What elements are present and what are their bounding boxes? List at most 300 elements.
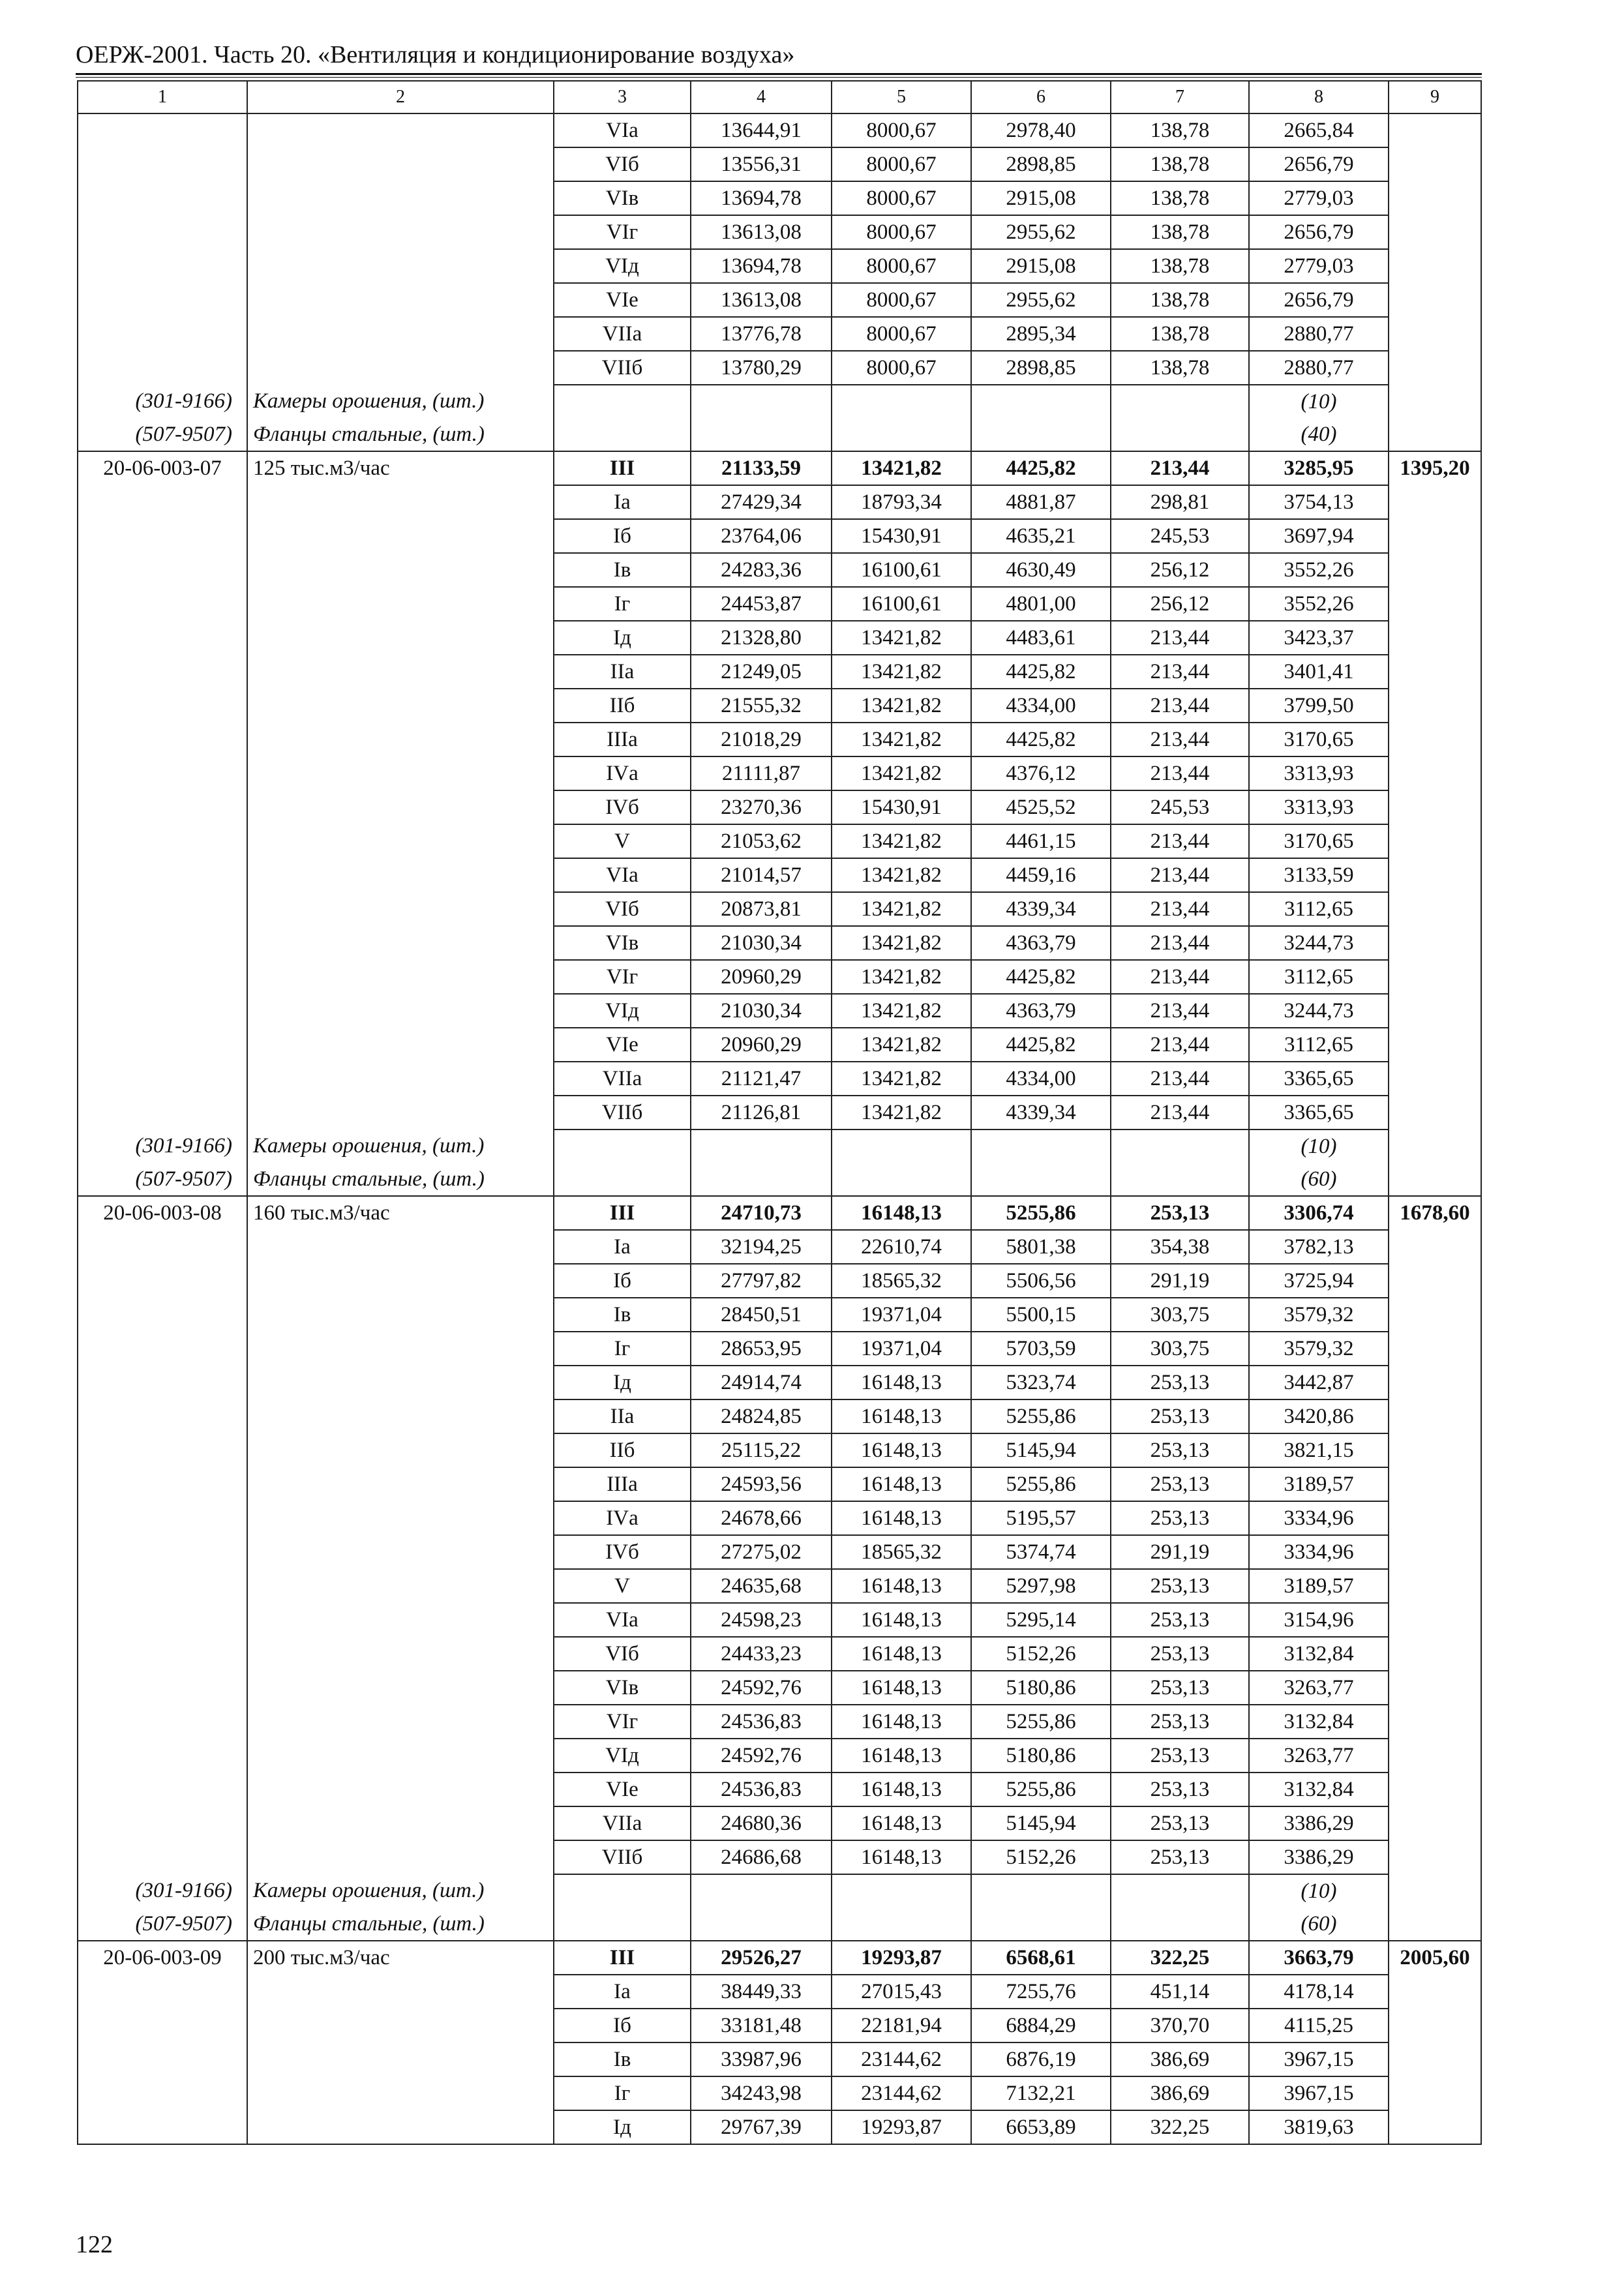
col-machines: 4363,79 [971, 994, 1111, 1028]
empty-cell [971, 1874, 1111, 1908]
empty-cell [247, 1603, 554, 1637]
col-materials: 3112,65 [1249, 960, 1389, 994]
table-row [78, 655, 1481, 689]
col-drivers-wages: 213,44 [1111, 892, 1249, 926]
col-cost: 21133,59 [691, 451, 832, 485]
col-cost: 13644,91 [691, 113, 832, 147]
col-materials: 3552,26 [1249, 587, 1389, 621]
table-row [78, 519, 1481, 553]
zone-label: VIб [554, 147, 691, 181]
table-header [78, 81, 1481, 113]
empty-cell [78, 1332, 247, 1366]
col-machines: 2915,08 [971, 249, 1111, 283]
col-machines: 4635,21 [971, 519, 1111, 553]
col-wages: 13421,82 [832, 824, 971, 858]
table-row [78, 1096, 1481, 1130]
col-labor: 2005,60 [1389, 1941, 1481, 1975]
col-materials: 3189,57 [1249, 1569, 1389, 1603]
col-drivers-wages: 138,78 [1111, 215, 1249, 249]
table-row [78, 1399, 1481, 1433]
col-drivers-wages: 213,44 [1111, 756, 1249, 790]
material-row [78, 1908, 1481, 1941]
empty-cell [247, 1096, 554, 1130]
empty-cell [78, 1840, 247, 1874]
empty-cell [78, 553, 247, 587]
table-row [78, 1603, 1481, 1637]
col-machines: 2955,62 [971, 283, 1111, 317]
table-row [78, 553, 1481, 587]
empty-cell [78, 2110, 247, 2144]
empty-cell [1111, 418, 1249, 451]
zone-label: V [554, 824, 691, 858]
col-materials: 3579,32 [1249, 1298, 1389, 1332]
col-cost: 13556,31 [691, 147, 832, 181]
col-cost: 24678,66 [691, 1501, 832, 1535]
empty-cell [247, 723, 554, 756]
col-machines: 5255,86 [971, 1705, 1111, 1739]
empty-cell [1389, 385, 1481, 418]
col-materials: 3263,77 [1249, 1739, 1389, 1773]
empty-cell [1389, 1739, 1481, 1773]
empty-cell [78, 1298, 247, 1332]
material-code: (301-9166) [78, 1874, 247, 1908]
col-machines: 2898,85 [971, 147, 1111, 181]
rate-description: 160 тыс.м3/час [247, 1196, 554, 1230]
empty-cell [971, 385, 1111, 418]
zone-label: Iб [554, 1264, 691, 1298]
empty-cell [247, 1535, 554, 1569]
empty-cell [1111, 1130, 1249, 1163]
col-machines: 4461,15 [971, 824, 1111, 858]
zone-label: V [554, 1569, 691, 1603]
empty-cell [1389, 249, 1481, 283]
col-machines: 5195,57 [971, 1501, 1111, 1535]
col-cost: 24536,83 [691, 1705, 832, 1739]
zone-label: VIб [554, 892, 691, 926]
col-drivers-wages: 138,78 [1111, 249, 1249, 283]
col-wages: 13421,82 [832, 960, 971, 994]
col-materials: 3365,65 [1249, 1062, 1389, 1096]
col-wages: 8000,67 [832, 181, 971, 215]
column-number-row [78, 81, 1481, 113]
zone-label: IIа [554, 1399, 691, 1433]
col-drivers-wages: 213,44 [1111, 689, 1249, 723]
empty-cell [1389, 1332, 1481, 1366]
table-row [78, 1028, 1481, 1062]
col-materials: 3112,65 [1249, 892, 1389, 926]
col-drivers-wages: 253,13 [1111, 1637, 1249, 1671]
column-number-4: 4 [691, 81, 832, 113]
empty-cell [78, 2042, 247, 2076]
col-cost: 21111,87 [691, 756, 832, 790]
col-machines: 5255,86 [971, 1773, 1111, 1806]
col-wages: 13421,82 [832, 621, 971, 655]
zone-label: VIIб [554, 1096, 691, 1130]
col-materials: 3112,65 [1249, 1028, 1389, 1062]
material-row [78, 1163, 1481, 1196]
col-drivers-wages: 213,44 [1111, 824, 1249, 858]
empty-cell [78, 1366, 247, 1399]
col-machines: 5152,26 [971, 1840, 1111, 1874]
col-cost: 24635,68 [691, 1569, 832, 1603]
empty-cell [78, 1501, 247, 1535]
empty-cell [971, 418, 1111, 451]
empty-cell [1389, 418, 1481, 451]
col-drivers-wages: 303,75 [1111, 1298, 1249, 1332]
col-cost: 23270,36 [691, 790, 832, 824]
empty-cell [247, 1264, 554, 1298]
col-materials: 3132,84 [1249, 1773, 1389, 1806]
zone-label: Iа [554, 1975, 691, 2009]
col-wages: 16148,13 [832, 1603, 971, 1637]
empty-cell [1389, 1975, 1481, 2009]
empty-cell [1389, 1501, 1481, 1535]
col-cost: 24536,83 [691, 1773, 832, 1806]
empty-cell [78, 1264, 247, 1298]
table-row [78, 1637, 1481, 1671]
empty-cell [1389, 1130, 1481, 1163]
zone-label: IVа [554, 1501, 691, 1535]
empty-cell [247, 351, 554, 385]
col-machines: 4425,82 [971, 655, 1111, 689]
col-cost: 21053,62 [691, 824, 832, 858]
col-machines: 2978,40 [971, 113, 1111, 147]
empty-cell [1389, 960, 1481, 994]
col-drivers-wages: 253,13 [1111, 1399, 1249, 1433]
col-materials: 3401,41 [1249, 655, 1389, 689]
col-wages: 13421,82 [832, 689, 971, 723]
empty-cell [78, 756, 247, 790]
empty-cell [247, 926, 554, 960]
empty-cell [78, 892, 247, 926]
col-materials: 3154,96 [1249, 1603, 1389, 1637]
col-drivers-wages: 138,78 [1111, 351, 1249, 385]
table-row [78, 1671, 1481, 1705]
col-cost: 13613,08 [691, 215, 832, 249]
empty-cell [78, 1773, 247, 1806]
table-row [78, 1433, 1481, 1467]
column-number-9: 9 [1389, 81, 1481, 113]
zone-label: VIг [554, 1705, 691, 1739]
empty-cell [832, 1874, 971, 1908]
col-machines: 5323,74 [971, 1366, 1111, 1399]
col-drivers-wages: 213,44 [1111, 1096, 1249, 1130]
table-row [78, 1501, 1481, 1535]
col-materials: 3244,73 [1249, 994, 1389, 1028]
empty-cell [554, 385, 691, 418]
empty-cell [554, 1874, 691, 1908]
col-drivers-wages: 253,13 [1111, 1739, 1249, 1773]
table-row [78, 1467, 1481, 1501]
material-qty: (10) [1249, 1130, 1389, 1163]
col-machines: 5152,26 [971, 1637, 1111, 1671]
empty-cell [247, 824, 554, 858]
empty-cell [78, 1399, 247, 1433]
table-row [78, 2009, 1481, 2042]
zone-label: Iг [554, 587, 691, 621]
col-drivers-wages: 213,44 [1111, 655, 1249, 689]
col-cost: 13694,78 [691, 181, 832, 215]
col-cost: 27275,02 [691, 1535, 832, 1569]
material-qty: (40) [1249, 418, 1389, 451]
col-materials: 3334,96 [1249, 1535, 1389, 1569]
empty-cell [554, 1130, 691, 1163]
material-name: Фланцы стальные, (шт.) [247, 418, 554, 451]
empty-cell [78, 1739, 247, 1773]
col-cost: 29767,39 [691, 2110, 832, 2144]
empty-cell [1389, 2009, 1481, 2042]
col-machines: 7255,76 [971, 1975, 1111, 2009]
empty-cell [1389, 1028, 1481, 1062]
zone-label: Iд [554, 621, 691, 655]
col-wages: 16148,13 [832, 1467, 971, 1501]
col-drivers-wages: 138,78 [1111, 181, 1249, 215]
zone-label: VIа [554, 113, 691, 147]
col-cost: 24433,23 [691, 1637, 832, 1671]
material-name: Камеры орошения, (шт.) [247, 385, 554, 418]
col-drivers-wages: 322,25 [1111, 1941, 1249, 1975]
empty-cell [1389, 723, 1481, 756]
col-materials: 3244,73 [1249, 926, 1389, 960]
empty-cell [247, 1806, 554, 1840]
empty-cell [78, 1806, 247, 1840]
empty-cell [247, 1840, 554, 1874]
col-cost: 24453,87 [691, 587, 832, 621]
col-machines: 5506,56 [971, 1264, 1111, 1298]
table-row [78, 113, 1481, 147]
col-materials: 3313,93 [1249, 756, 1389, 790]
col-wages: 16148,13 [832, 1806, 971, 1840]
col-materials: 3306,74 [1249, 1196, 1389, 1230]
zone-label: IVб [554, 1535, 691, 1569]
empty-cell [1389, 689, 1481, 723]
empty-cell [247, 1298, 554, 1332]
empty-cell [247, 317, 554, 351]
col-cost: 24680,36 [691, 1806, 832, 1840]
table-row [78, 283, 1481, 317]
col-cost: 24710,73 [691, 1196, 832, 1230]
table-row [78, 2110, 1481, 2144]
rate-description: 125 тыс.м3/час [247, 451, 554, 485]
empty-cell [78, 1671, 247, 1705]
empty-cell [78, 926, 247, 960]
col-cost: 21328,80 [691, 621, 832, 655]
table-row [78, 621, 1481, 655]
col-drivers-wages: 213,44 [1111, 926, 1249, 960]
empty-cell [247, 2009, 554, 2042]
col-cost: 27429,34 [691, 485, 832, 519]
col-wages: 16148,13 [832, 1840, 971, 1874]
column-number-2: 2 [247, 81, 554, 113]
empty-cell [78, 994, 247, 1028]
col-materials: 3754,13 [1249, 485, 1389, 519]
col-materials: 3663,79 [1249, 1941, 1389, 1975]
rate-description: 200 тыс.м3/час [247, 1941, 554, 1975]
empty-cell [1389, 1773, 1481, 1806]
col-machines: 4425,82 [971, 723, 1111, 756]
zone-label: Iб [554, 2009, 691, 2042]
material-code: (301-9166) [78, 385, 247, 418]
col-materials: 3170,65 [1249, 723, 1389, 756]
col-cost: 21121,47 [691, 1062, 832, 1096]
empty-cell [832, 1130, 971, 1163]
table-row [78, 824, 1481, 858]
col-drivers-wages: 253,13 [1111, 1196, 1249, 1230]
zone-label: VIа [554, 1603, 691, 1637]
col-wages: 16148,13 [832, 1569, 971, 1603]
col-materials: 4178,14 [1249, 1975, 1389, 2009]
zone-label: VIIа [554, 1062, 691, 1096]
zone-label: VIIа [554, 1806, 691, 1840]
col-drivers-wages: 370,70 [1111, 2009, 1249, 2042]
material-name: Камеры орошения, (шт.) [247, 1874, 554, 1908]
empty-cell [78, 2076, 247, 2110]
material-code: (507-9507) [78, 418, 247, 451]
col-machines: 4425,82 [971, 960, 1111, 994]
col-machines: 4459,16 [971, 858, 1111, 892]
col-wages: 19371,04 [832, 1298, 971, 1332]
empty-cell [247, 858, 554, 892]
zone-label: IIIа [554, 723, 691, 756]
col-wages: 13421,82 [832, 1062, 971, 1096]
col-drivers-wages: 213,44 [1111, 451, 1249, 485]
empty-cell [247, 1028, 554, 1062]
table-row [78, 892, 1481, 926]
col-drivers-wages: 213,44 [1111, 1028, 1249, 1062]
empty-cell [1389, 519, 1481, 553]
empty-cell [971, 1163, 1111, 1196]
table-row [78, 485, 1481, 519]
col-wages: 18793,34 [832, 485, 971, 519]
empty-cell [971, 1908, 1111, 1941]
table-row [78, 1298, 1481, 1332]
col-machines: 6884,29 [971, 2009, 1111, 2042]
col-machines: 5255,86 [971, 1467, 1111, 1501]
col-drivers-wages: 213,44 [1111, 994, 1249, 1028]
col-cost: 27797,82 [691, 1264, 832, 1298]
col-wages: 22610,74 [832, 1230, 971, 1264]
col-cost: 21126,81 [691, 1096, 832, 1130]
col-materials: 2656,79 [1249, 215, 1389, 249]
empty-cell [247, 621, 554, 655]
col-wages: 23144,62 [832, 2042, 971, 2076]
col-wages: 13421,82 [832, 756, 971, 790]
col-cost: 32194,25 [691, 1230, 832, 1264]
col-cost: 28450,51 [691, 1298, 832, 1332]
empty-cell [247, 790, 554, 824]
col-machines: 6568,61 [971, 1941, 1111, 1975]
empty-cell [832, 385, 971, 418]
col-machines: 4334,00 [971, 689, 1111, 723]
empty-cell [78, 283, 247, 317]
col-wages: 8000,67 [832, 351, 971, 385]
empty-cell [78, 1062, 247, 1096]
empty-cell [78, 485, 247, 519]
rate-code: 20-06-003-08 [78, 1196, 247, 1230]
empty-cell [1111, 1908, 1249, 1941]
empty-cell [554, 1908, 691, 1941]
empty-cell [554, 1163, 691, 1196]
empty-cell [78, 689, 247, 723]
table-row [78, 587, 1481, 621]
table-row [78, 1366, 1481, 1399]
col-machines: 5297,98 [971, 1569, 1111, 1603]
col-materials: 3442,87 [1249, 1366, 1389, 1399]
material-qty: (10) [1249, 1874, 1389, 1908]
col-drivers-wages: 253,13 [1111, 1671, 1249, 1705]
zone-label: VIIа [554, 317, 691, 351]
empty-cell [1111, 385, 1249, 418]
empty-cell [247, 519, 554, 553]
empty-cell [247, 1332, 554, 1366]
col-materials: 3386,29 [1249, 1806, 1389, 1840]
empty-cell [78, 317, 247, 351]
col-labor: 1395,20 [1389, 451, 1481, 485]
table-row [78, 1230, 1481, 1264]
col-machines: 2898,85 [971, 351, 1111, 385]
col-materials: 2656,79 [1249, 283, 1389, 317]
col-machines: 5145,94 [971, 1433, 1111, 1467]
empty-cell [247, 655, 554, 689]
empty-cell [78, 2009, 247, 2042]
zone-label: III [554, 1196, 691, 1230]
col-drivers-wages: 245,53 [1111, 519, 1249, 553]
col-materials: 3170,65 [1249, 824, 1389, 858]
empty-cell [247, 587, 554, 621]
zone-label: IIа [554, 655, 691, 689]
col-drivers-wages: 138,78 [1111, 147, 1249, 181]
zone-label: VIв [554, 181, 691, 215]
table-row [78, 1062, 1481, 1096]
material-name: Камеры орошения, (шт.) [247, 1130, 554, 1163]
column-number-1: 1 [78, 81, 247, 113]
col-cost: 13613,08 [691, 283, 832, 317]
empty-cell [247, 1773, 554, 1806]
empty-cell [247, 553, 554, 587]
empty-cell [78, 1569, 247, 1603]
empty-cell [691, 1874, 832, 1908]
col-wages: 8000,67 [832, 113, 971, 147]
col-cost: 20960,29 [691, 960, 832, 994]
table-row [78, 1569, 1481, 1603]
table-row [78, 1975, 1481, 2009]
empty-cell [78, 1096, 247, 1130]
col-materials: 3552,26 [1249, 553, 1389, 587]
col-machines: 5374,74 [971, 1535, 1111, 1569]
col-drivers-wages: 253,13 [1111, 1840, 1249, 1874]
col-cost: 34243,98 [691, 2076, 832, 2110]
page-number: 122 [76, 2231, 113, 2258]
col-wages: 16148,13 [832, 1705, 971, 1739]
col-wages: 19293,87 [832, 2110, 971, 2144]
empty-cell [247, 1230, 554, 1264]
col-drivers-wages: 322,25 [1111, 2110, 1249, 2144]
zone-label: VIб [554, 1637, 691, 1671]
col-materials: 3725,94 [1249, 1264, 1389, 1298]
empty-cell [1389, 147, 1481, 181]
zone-label: Iг [554, 2076, 691, 2110]
col-wages: 13421,82 [832, 994, 971, 1028]
col-materials: 3697,94 [1249, 519, 1389, 553]
empty-cell [1389, 1062, 1481, 1096]
col-wages: 13421,82 [832, 858, 971, 892]
empty-cell [78, 1467, 247, 1501]
col-drivers-wages: 253,13 [1111, 1433, 1249, 1467]
col-materials: 3420,86 [1249, 1399, 1389, 1433]
col-materials: 3132,84 [1249, 1705, 1389, 1739]
col-cost: 28653,95 [691, 1332, 832, 1366]
zone-label: IVб [554, 790, 691, 824]
